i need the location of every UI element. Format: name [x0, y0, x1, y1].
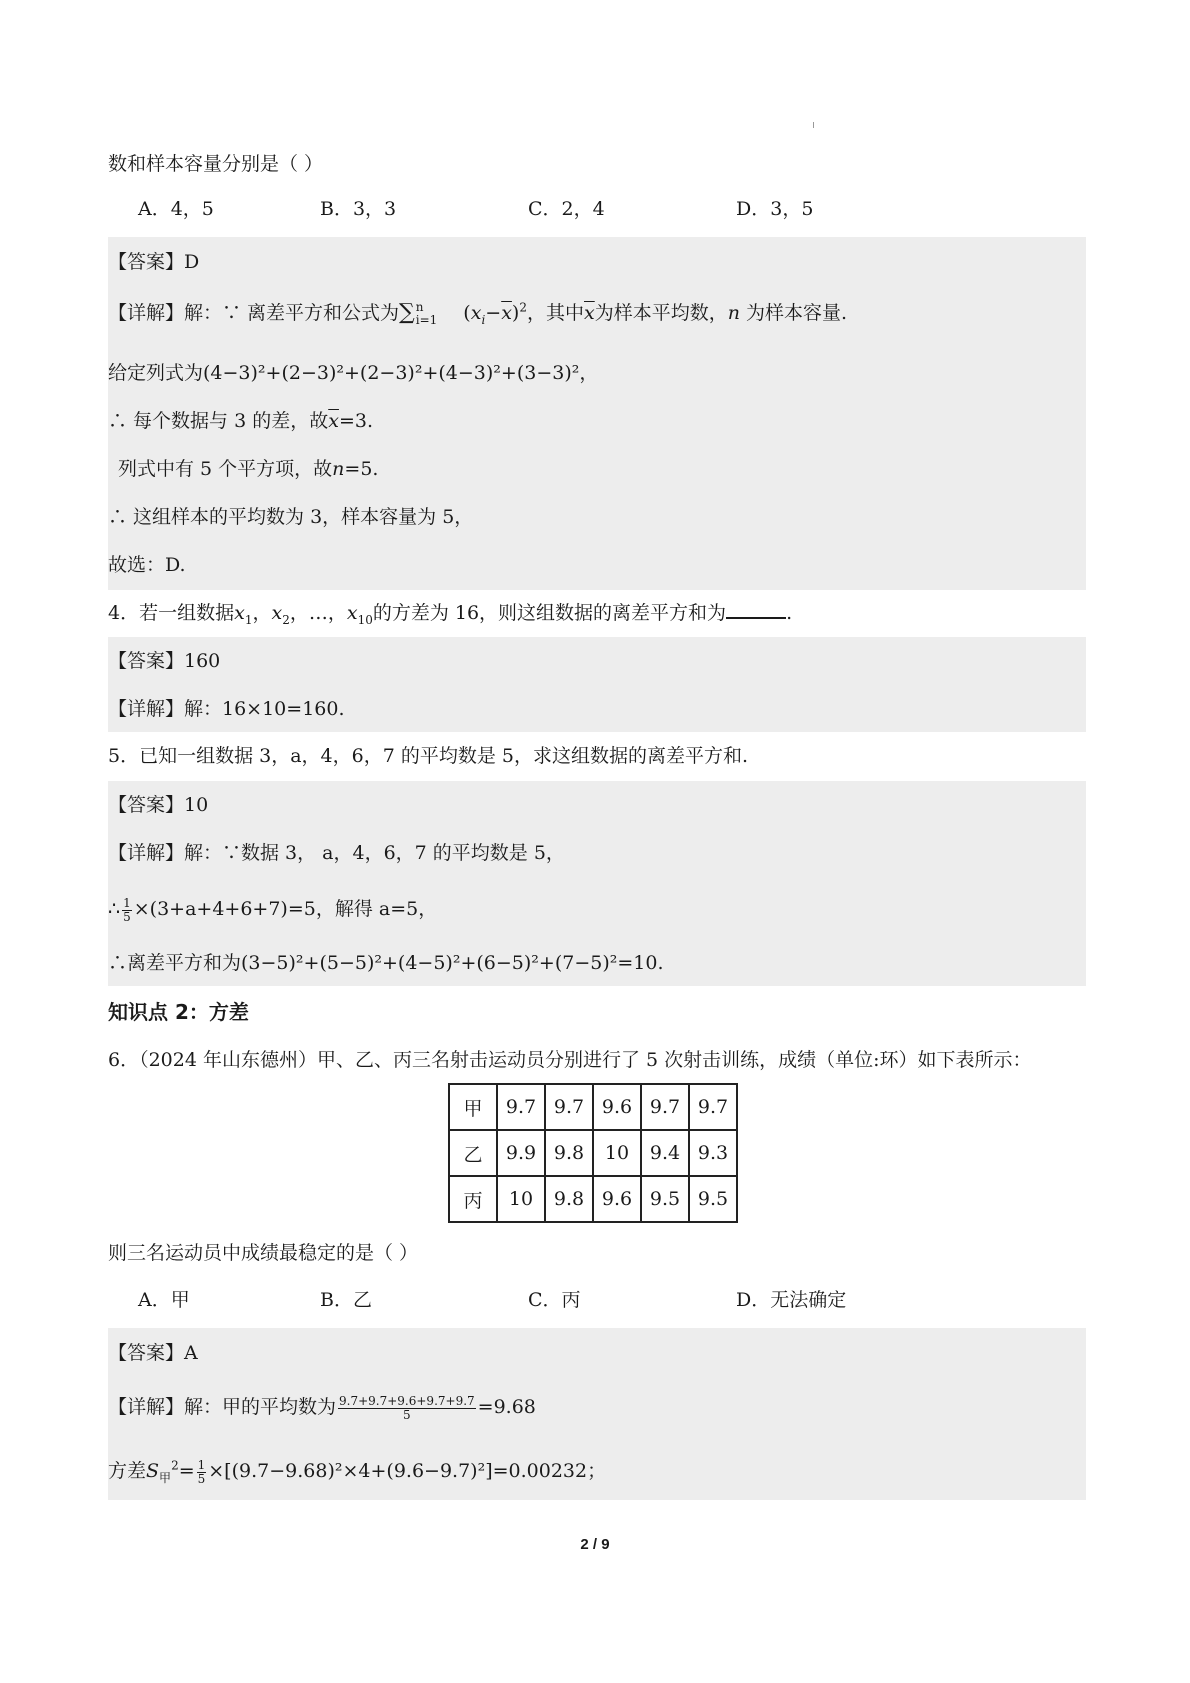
sum-limits: n i=1	[415, 300, 438, 327]
sigma-symbol: ∑	[399, 300, 415, 325]
q6-variance: 方差$S_甲^2=$ $\frac{1}{5}$ ×[(9.7−9.68)²×4+(9.6−9.7)²]=0.00232；	[108, 1457, 607, 1486]
q4-answer: 【答案】160	[108, 650, 221, 672]
mean-fraction: $\frac{9.7+9.7+9.6+9.7+9.7}{5}$	[339, 1393, 475, 1422]
q3-option-a: A．4，5	[138, 198, 214, 220]
q6-options	[138, 1287, 1038, 1313]
q3-option-c: C．2，4	[528, 198, 605, 220]
table-row: 甲 9.7 9.7 9.6 9.7 9.7	[449, 1084, 737, 1130]
fraction-one-fifth: $\frac{1}{5}$	[197, 1457, 206, 1486]
q5-answer: 【答案】10	[108, 794, 209, 816]
page-number: 2 / 9	[580, 1536, 610, 1553]
section-title: 知识点 2：方差	[108, 1000, 249, 1024]
q6-option-d: D．无法确定	[736, 1289, 847, 1311]
q5-stem: 5．已知一组数据 3，a，4，6，7 的平均数是 5，求这组数据的离差平方和.	[108, 745, 749, 767]
q3-stem: 数和样本容量分别是（ ）	[108, 153, 324, 175]
q6-detail: 【详解】解：甲的平均数为 $\frac{9.7+9.7+9.6+9.7+9.7}{5}$ =9.68	[108, 1393, 536, 1422]
q6-stem: 6．（2024 年山东德州）甲、乙、丙三名射击运动员分别进行了 5 次射击训练，成绩（单位:环）如下表所示：	[108, 1049, 1032, 1071]
q5-step1: ∴ $\frac{1}{5}$ ×(3+a+4+6+7)=5，解得 a=5，	[108, 895, 438, 924]
scores-table	[448, 1083, 738, 1223]
q3-step3: ∴ 这组样本的平均数为 3，样本容量为 5，	[108, 506, 474, 528]
table-row: 乙 9.9 9.8 10 9.4 9.3	[449, 1130, 737, 1176]
q3-option-d: D．3，5	[736, 198, 814, 220]
q5-detail: 【详解】解：∵数据 3， a，4，6，7 的平均数是 5，	[108, 842, 565, 864]
q3-option-b: B．3，3	[320, 198, 397, 220]
q4-detail: 【详解】解：16×10=160.	[108, 698, 345, 720]
table-row: 丙 10 9.8 9.6 9.5 9.5	[449, 1176, 737, 1222]
q3-step1: ∴ 每个数据与 3 的差，故$\overline{x}=3$.	[108, 410, 373, 432]
q3-detail-prefix: 【详解】解：∵ 离差平方和公式为	[108, 302, 400, 324]
q6-option-b: B．乙	[320, 1289, 372, 1311]
corner-mark	[813, 122, 814, 128]
q5-step2: ∴离差平方和为(3−5)²+(5−5)²+(4−5)²+(6−5)²+(7−5)²=10.	[108, 952, 664, 974]
q3-xbar-note: 为样本平均数，	[594, 302, 728, 324]
q4-stem: 4．若一组数据$x_1$，$x_2$，…，$x_{10}$的方差为 16，则这组数据的离差平方和为 .	[108, 599, 792, 626]
q3-detail: 【详解】解：∵ 离差平方和公式为∑ n i=1 $(x_i-\overline{x})^2$，其中$\overline{x}$为样本平均数，n 为样本容量.	[108, 300, 848, 327]
q3-step2: 列式中有 5 个平方项，故n=5.	[118, 458, 379, 480]
q3-detail-suffix: ，其中	[526, 302, 584, 324]
q3-answer: 【答案】D	[108, 251, 200, 273]
answer-blank	[726, 599, 786, 619]
q3-given: 给定列式为(4−3)²+(2−3)²+(2−3)²+(4−3)²+(3−3)²，	[108, 362, 599, 384]
q3-choose: 故选：D.	[108, 554, 186, 576]
q6-question: 则三名运动员中成绩最稳定的是（ ）	[108, 1242, 419, 1264]
q6-option-c: C．丙	[528, 1289, 581, 1311]
q3-n-note: 为样本容量.	[746, 302, 848, 324]
fraction-one-fifth: $\frac{1}{5}$	[123, 895, 131, 924]
q3-options	[138, 196, 1038, 222]
q6-option-a: A．甲	[138, 1289, 190, 1311]
q6-answer: 【答案】A	[108, 1342, 198, 1364]
